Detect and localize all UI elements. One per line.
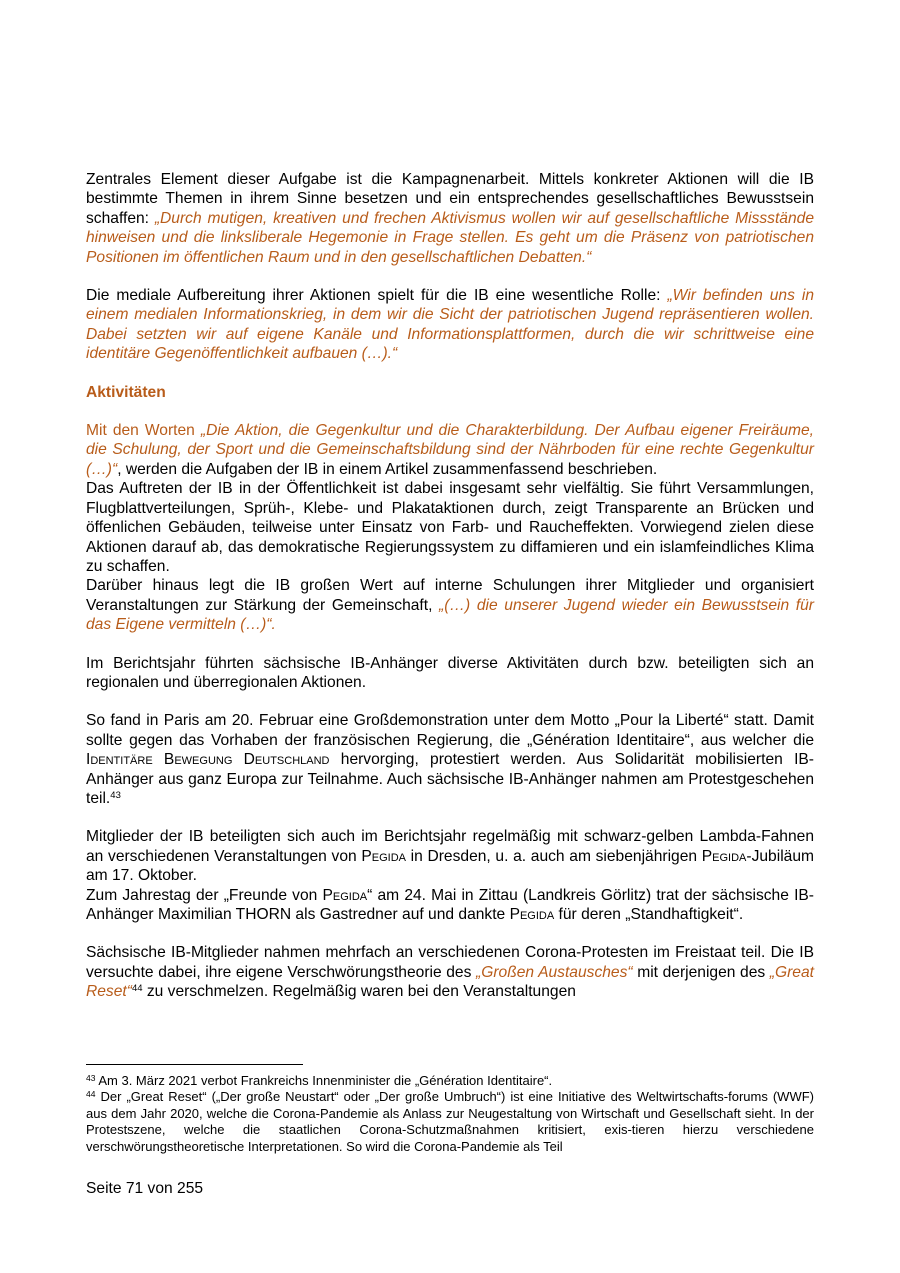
footnote-number: 43 — [86, 1073, 96, 1083]
paragraph-text: -Jubiläum am 17. Oktober. — [86, 847, 814, 885]
footnote-ref[interactable]: 44 — [131, 983, 143, 995]
footnote-divider — [86, 1064, 303, 1065]
paragraph-text: für deren „Standhaftigkeit“. — [554, 906, 744, 923]
paragraph-text: hervorging, protestiert werden. Aus Solidarität mobilisierten IB-Anhänger aus ganz Europa zur Teilnahme. Auch sächsische IB-Anhänger nahmen am Protestgeschehen teil. — [86, 751, 815, 807]
organization-name: Pegida — [322, 886, 368, 904]
paragraph-text: in Dresden, u. a. auch am siebenjährigen — [405, 847, 702, 865]
paragraph-text: Mit den Worten — [86, 422, 201, 440]
paragraph-campaign-work — [86, 170, 814, 267]
paragraph-media — [86, 286, 814, 364]
document-body — [86, 170, 814, 1002]
paragraph-tasks — [86, 421, 814, 479]
paragraph-text: “ am 24. Mai in Zittau (Landkreis Görlitz) trat der sächsische IB-Anhänger Maximilian THORN als Gastredner auf und dankte — [86, 886, 814, 923]
footnote-text: Der „Great Reset“ („Der große Neustart“ oder „Der große Umbruch“) ist eine Initiative des Weltwirtschafts-forums (WWF) aus dem Jahr 2020, welche die Corona-Pandemie als Anlass zur Neugestaltung von Wirtschaft und Gesellschaft sieht. In der Protestszene, welche die staatlichen Corona-Schutzmaßnahmen kritisiert, exis-tieren hierzu verschiedene verschwörungstheoretische Interpretationen. So wird die Corona-Pandemie als Teil — [86, 1089, 814, 1154]
page-number: Seite 71 von 255 — [86, 1180, 204, 1197]
organization-name: Pegida — [701, 847, 747, 865]
section-heading-activities: Aktivitäten — [86, 383, 166, 401]
paragraph-trainings — [86, 576, 814, 634]
paragraph-paris-demo — [86, 711, 814, 808]
organization-name: Pegida — [509, 906, 555, 923]
paragraph-pegida-events — [86, 827, 814, 885]
paragraph-text: So fand in Paris am 20. Februar eine Großdemonstration unter dem Motto „Pour la Liberté“ statt. Damit sollte gegen das Vorhaben der französischen Regierung, die „Génération Identitaire“, aus welcher die — [86, 712, 814, 749]
footnote-44 — [86, 1089, 814, 1155]
paragraph-text: zu verschmelzen. Regelmäßig waren bei den Veranstaltungen — [142, 983, 576, 1001]
paragraph-text: Sächsische IB-Mitglieder nahmen mehrfach an verschiedenen Corona-Protesten im Freistaat teil. Die IB versuchte dabei, ihre eigene Verschwörungstheorie des — [86, 944, 814, 981]
paragraph-text: Mitglieder der IB beteiligten sich auch im Berichtsjahr regelmäßig mit schwarz-gelben Lambda-Fahnen an verschiedenen Veranstaltungen von — [86, 828, 814, 865]
quote: „Großen Austausches“ — [476, 963, 633, 981]
paragraph-text: Die mediale Aufbereitung ihrer Aktionen spielt für die IB eine wesentliche Rolle: — [86, 287, 668, 305]
footnotes — [86, 1073, 814, 1155]
paragraph-corona-protests — [86, 943, 814, 1001]
footnote-text: Am 3. März 2021 verbot Frankreichs Innenminister die „Génération Identitaire“. — [95, 1073, 553, 1088]
paragraph-text: mit derjenigen des — [632, 963, 770, 981]
paragraph-text: Darüber hinaus legt die IB großen Wert auf interne Schulungen ihrer Mitglieder und organisiert Veranstaltungen zur Stärkung der Gemeinschaft, — [86, 577, 814, 614]
organization-name: Identitäre Bewegung Deutschland — [86, 751, 330, 769]
quote: „Great Reset“ — [86, 963, 814, 1001]
paragraph-reporting-year: Im Berichtsjahr führten sächsische IB-Anhänger diverse Aktivitäten durch bzw. beteiligten sich an regionalen und überregionalen Aktionen. — [86, 654, 814, 691]
paragraph-text: Zum Jahrestag der „Freunde von — [86, 886, 323, 904]
footnote-number: 44 — [86, 1089, 96, 1100]
footnote-ref[interactable]: 43 — [110, 789, 121, 801]
quote: „(…) die unserer Jugend wieder ein Bewusstsein für das Eigene vermitteln (…)“. — [86, 596, 814, 634]
quote: „Die Aktion, die Gegenkultur und die Charakterbildung. Der Aufbau eigener Freiräume, die Schulung, der Sport und die Gemeinschaftsbildung sind der Nährboden für eine rechte Gegenkultur (…)“ — [86, 422, 814, 478]
quote: „Durch mutigen, kreativen und frechen Aktivismus wollen wir auf gesellschaftliche Missstände hinweisen und die linksliberale Hegemonie in Frage stellen. Es geht um die Präsenz von patriotischen Positionen im öffentlichen Raum und in den gesellschaftlichen Debatten.“ — [86, 209, 814, 266]
paragraph-zittau — [86, 886, 814, 925]
quote: „Wir befinden uns in einem medialen Informationskrieg, in dem wir die Sicht der patriotischen Jugend repräsentieren wollen. Dabei setzten wir auf eigene Kanäle und Informationsplattformen, durch die wir schrittweise eine identitäre Gegenöffentlichkeit aufbauen (…).“ — [86, 287, 815, 363]
paragraph-text: , werden die Aufgaben der IB in einem Artikel zusammenfassend beschrieben. — [117, 460, 658, 478]
footnote-43 — [86, 1073, 814, 1089]
paragraph-text: Zentrales Element dieser Aufgabe ist die Kampagnenarbeit. Mittels konkreter Aktionen will die IB bestimmte Themen in ihrem Sinne besetzen und ein entsprechendes gesellschaftliches Bewusstsein schaffen: — [86, 171, 814, 227]
organization-name: Pegida — [361, 847, 406, 865]
paragraph-public-appearance: Das Auftreten der IB in der Öffentlichkeit ist dabei insgesamt sehr vielfältig. Sie führt Versammlungen, Flugblattverteilungen, Sprüh-, Klebe- und Plakataktionen durch, zeigt Transparente an Brücken und öffenlichen Gebäuden, teilweise unter Einsatz von Farb- und Raucheffekten. Vorwiegend zielen diese Aktionen darauf ab, das demokratische Regierungssystem zu diffamieren und ein islamfeindliches Klima zu schaffen. — [86, 480, 814, 575]
